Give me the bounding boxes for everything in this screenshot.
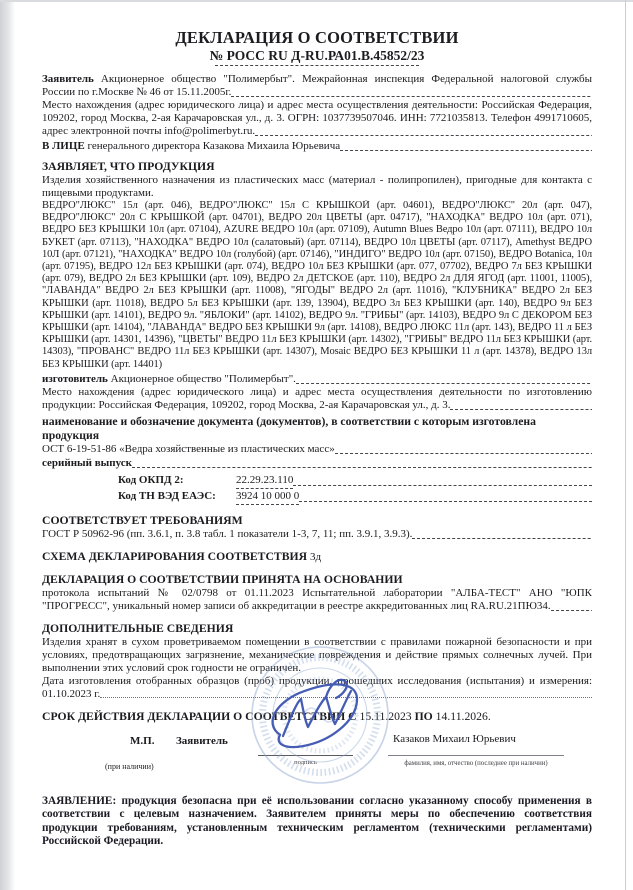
- scan-edge-right: [625, 0, 626, 890]
- scan-edge-left: [0, 0, 15, 890]
- manufacturer-name: Акционерное общество "Полимербыт".: [110, 372, 296, 385]
- manufacturing-doc-value: ОСТ 6-19-51-86 «Ведра хозяйственные из пластических масс»: [42, 442, 335, 455]
- basis-paragraph: [42, 587, 592, 613]
- validity-label-to: ПО: [414, 709, 433, 723]
- tnved-code-row: [118, 489, 592, 505]
- validity-line: [42, 710, 592, 724]
- requirements-line: [42, 528, 592, 541]
- document-title: ДЕКЛАРАЦИЯ О СООТВЕТСТВИИ: [175, 28, 459, 47]
- dashed-fill: [335, 453, 592, 454]
- scan-edge-top: [0, 0, 633, 2]
- applicant-address-paragraph: [42, 99, 592, 138]
- basis-heading: ДЕКЛАРАЦИЯ О СООТВЕТСТВИИ ПРИНЯТА НА ОСНОВАНИИ: [42, 572, 403, 586]
- okpd-code-row: [118, 473, 592, 489]
- statement-paragraph: [42, 795, 592, 849]
- samples-date-text: Дата изготовления отобранных образцов (проб) продукции, прошедших исследования (испытания) и измерения: 01.10.2023 г.: [42, 674, 592, 700]
- dashed-fill: [551, 610, 592, 611]
- manufacturing-doc-line: [42, 443, 592, 456]
- stamp-place-label: М.П.: [130, 734, 155, 747]
- applicant-address-text: Место нахождения (адрес юридического лица) и адрес места осуществления деятельности: Российская Федерация, 109202, город Москва, 2-ая Карачаровская ул., д. 3. ОГРН: 1037739507046. ИНН: 7721035813. Телефон 4991710605, адрес электронной почты info@polimerbyt.ru.: [42, 99, 592, 137]
- dashed-fill: [340, 150, 592, 151]
- additional-heading: ДОПОЛНИТЕЛЬНЫЕ СВЕДЕНИЯ: [42, 621, 234, 635]
- scheme-heading: СХЕМА ДЕКЛАРИРОВАНИЯ СООТВЕТСТВИЯ: [42, 549, 308, 563]
- storage-paragraph: Изделия хранят в сухом проветриваемом помещении в соответствии с правилами пожарной безопасности и при условиях, предотвращающих загрязнение, механические повреждения и действие прямых солнечных лучей. При выполнении этих условий срок годности не ограничен.: [42, 635, 592, 674]
- validity-label-from: СРОК ДЕЙСТВИЯ ДЕКЛАРАЦИИ О СООТВЕТСТВИИ С: [42, 709, 357, 723]
- dashed-fill: [231, 96, 592, 97]
- tnved-value: 3924 10 000 0: [236, 489, 299, 505]
- manufacturer-line: [42, 373, 592, 386]
- manufacturer-address-text: Место нахождения (адрес юридического лица) и адрес места осуществления деятельности по изготовлению продукции: Российская Федерация, 109202, город Москва, 2-ая Карачаровская ул., д. 3.: [42, 385, 592, 411]
- number-dashed-underline: [215, 64, 419, 66]
- serial-release-line: [42, 457, 592, 470]
- applicant-text: Акционерное общество "Полимербыт". Межрайонная инспекция Федеральной налоговой службы России по г.Москве № 46 от 15.11.2005г.: [42, 73, 592, 98]
- declares-heading: ЗАЯВЛЯЕТ, ЧТО ПРОДУКЦИЯ: [42, 160, 215, 173]
- serial-release-label: серийный выпуск: [42, 456, 132, 469]
- document-number: № РОСС RU Д-RU.РА01.В.45852/23: [209, 48, 425, 63]
- signature-caption: подпись: [294, 758, 317, 766]
- validity-date-to: 14.11.2026.: [435, 709, 491, 723]
- scheme-line: [42, 550, 592, 564]
- manufacturer-address-paragraph: [42, 386, 592, 412]
- okpd-label: Код ОКПД 2:: [118, 473, 184, 486]
- signer-name: Казаков Михаил Юрьевич: [393, 732, 516, 745]
- in-person-line: [42, 140, 592, 153]
- stamp-place-note: (при наличии): [105, 761, 154, 771]
- dashed-fill: [412, 538, 592, 539]
- signer-role-label: Заявитель: [176, 734, 228, 747]
- name-line: [388, 755, 564, 756]
- requirements-value: ГОСТ Р 50962-96 (пп. 3.6.1, п. 3.8 табл. 1 показатели 1-3, 7, 11; пп. 3.9.1, 3.9.3).: [42, 527, 413, 540]
- dashed-fill: [299, 489, 592, 502]
- tnved-label: Код ТН ВЭД ЕАЭС:: [118, 489, 216, 502]
- dashed-fill: [293, 473, 592, 486]
- samples-date-paragraph: [42, 675, 592, 701]
- validity-date-from: 15.11.2023: [359, 709, 412, 723]
- applicant-paragraph: [42, 73, 592, 99]
- applicant-label: Заявитель: [42, 73, 94, 85]
- scheme-value: 3д: [309, 550, 322, 563]
- dashed-fill: [132, 467, 592, 468]
- statement-text: продукция безопасна при её использовании согласно указанному способу применения в соответствии с целевым назначением. Заявителем приняты меры по обеспечению соответствия продукции требованиям, установленным техническим регламентом (техническими регламентами) Российской Федерации.: [42, 794, 592, 848]
- okpd-value: 22.29.23.110: [236, 473, 293, 489]
- product-list: ВЕДРО"ЛЮКС" 15л (арт. 046), ВЕДРО"ЛЮКС" 15л С КРЫШКОЙ (арт. 04601), ВЕДРО"ЛЮКС" 20л (арт. 047), ВЕДРО"ЛЮКС" 20л С КРЫШКОЙ (арт. 04701), ВЕДРО 20л ЦВЕТЫ (арт. 04717), "НАХОДКА" ВЕДРО 10л (арт. 071), ВЕДРО БЕЗ КРЫШКИ 10л (арт. 07104), AZURE ВЕДРО 10л (арт. 07109), Autumn Blues Ведро 10л (арт. 07111), ВЕДРО 10л БУКЕТ (арт. 07113), "НАХОДКА" ВЕДРО 10л (салатовый) (арт. 07114), ВЕДРО 10л ЦВЕТЫ (арт. 07117), Amethyst ВЕДРО 10Л (арт. 07121), "НАХОДКА" ВЕДРО 10л (голубой) (арт. 07146), "ИНДИГО" ВЕДРО 10л (арт. 07150), ВЕДРО Botanica, 10л (арт. 07195), ВЕДРО 12л БЕЗ КРЫШКИ (арт. 074), ВЕДРО 10л БЕЗ КРЫШКИ (арт. 077, 07702), ВЕДРО 7л БЕЗ КРЫШКИ (арт. 079), ВЕДРО 2л БЕЗ КРЫШКИ (арт. 109), ВЕДРО 2л ДЕТСКОЕ (арт. 110), ВЕДРО 2л ДЛЯ ЯГОД (арт. 11001, 11005), "ЛАВАНДА" ВЕДРО 2л БЕЗ КРЫШКИ (арт. 11008), "ЯГОДЫ" ВЕДРО 2л (арт. 11016), "КЛУБНИКА" ВЕДРО 2л БЕЗ КРЫШКИ (арт. 11018), ВЕДРО 5л БЕЗ КРЫШКИ (арт. 139, 13904), ВЕДРО 3л БЕЗ КРЫШКИ (арт. 140), ВЕДРО 9л БЕЗ КРЫШКИ (арт. 14101), ВЕДРО 9л. "ЯБЛОКИ" (арт. 14102), ВЕДРО 9л. "ГРИБЫ" (арт. 14103), ВЕДРО 9л С ДЕКОРОМ БЕЗ КРЫШКИ (арт. 14104), "ЛАВАНДА" ВЕДРО БЕЗ КРЫШКИ 9л (арт. 14108), ВЕДРО ЛЮКС 11л (арт. 143), ВЕДРО 11 л БЕЗ КРЫШКИ (арт. 14301, 14396), "ЦВЕТЫ" ВЕДРО 11л БЕЗ КРЫШКИ (арт. 14302), "ГРИБЫ" ВЕДРО 11л БЕЗ КРЫШКИ (арт. 14303), "ПРОВАНС" ВЕДРО 11л БЕЗ КРЫШКИ (арт. 14307), Mosaic ВЕДРО БЕЗ КРЫШКИ 11 л (арт. 14378), ВЕДРО 13л БЕЗ КРЫШКИ (арт. 14401): [42, 200, 592, 370]
- in-person-label: В ЛИЦЕ: [42, 140, 85, 152]
- manufacturer-label: изготовитель: [42, 372, 108, 385]
- dashed-fill: [450, 409, 592, 410]
- requirements-heading: СООТВЕТСТВУЕТ ТРЕБОВАНИЯМ: [42, 513, 243, 527]
- dotted-fill: [100, 697, 592, 698]
- dashed-fill: [296, 383, 592, 384]
- in-person-text: генерального директора Казакова Михаила Юрьевича: [87, 140, 341, 152]
- manufacturing-doc-heading: наименование и обозначение документа (документов), в соответствии с которым изготовлена продукция: [42, 414, 536, 442]
- dashed-fill: [255, 135, 592, 136]
- basis-text: протокола испытаний № 02/0798 от 01.11.2023 Испытательной лаборатории "АЛБА-ТЕСТ" АНО "ЮПК "ПРОГРЕСС", уникальный номер записи об аккредитации в реестре аккредитованных лиц RA.RU.21ПЮ34.: [42, 586, 592, 612]
- name-caption: фамилия, имя, отчество (последнее при наличии): [404, 759, 548, 767]
- statement-label: ЗАЯВЛЕНИЕ:: [42, 794, 117, 807]
- product-description: Изделия хозяйственного назначения из пластических масс (материал - полипропилен), пригодные для контакта с пищевыми продуктами.: [42, 174, 592, 199]
- signature-block: [42, 729, 592, 789]
